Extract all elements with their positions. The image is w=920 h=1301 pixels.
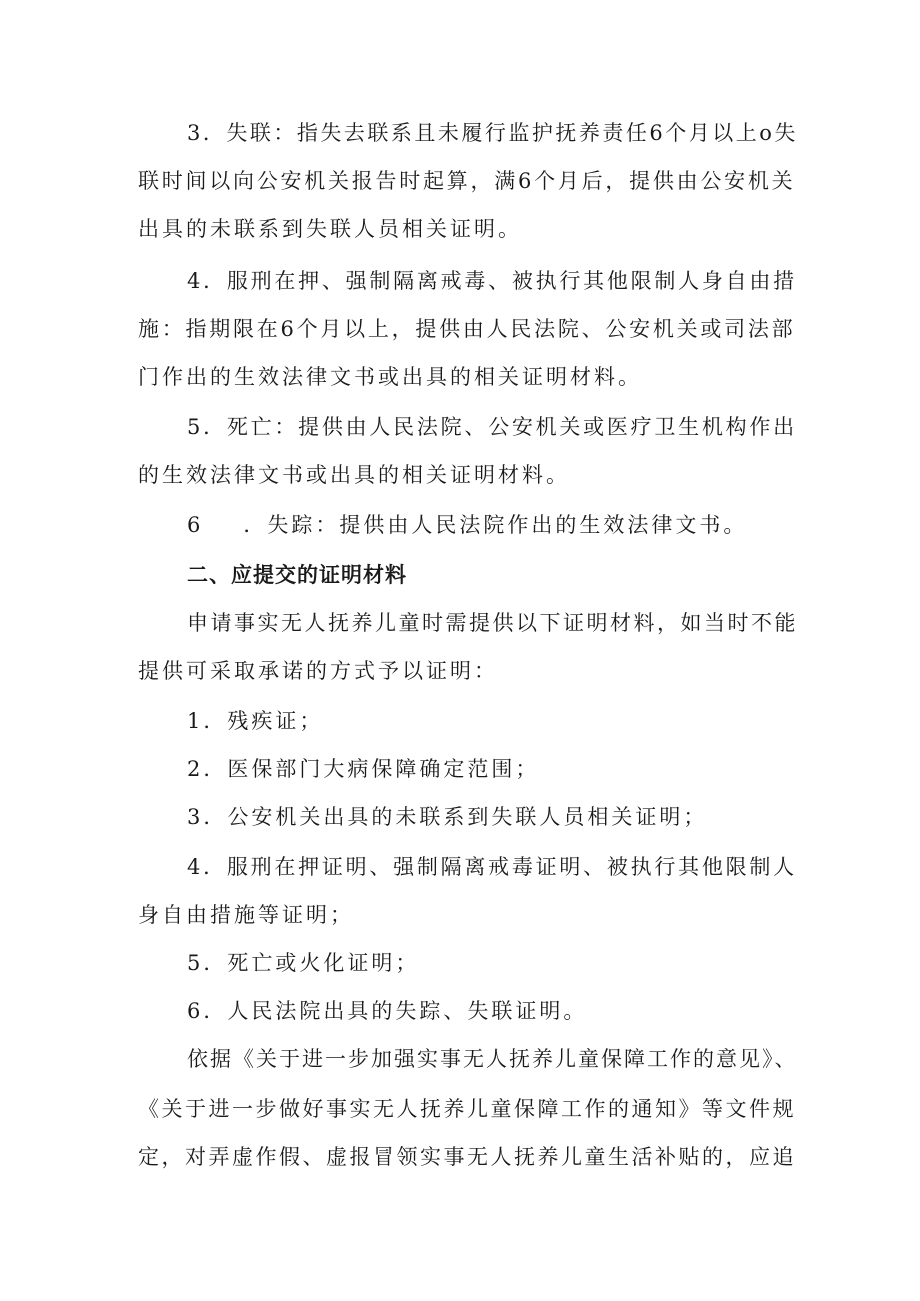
paragraph-3-line-3: 出具的未联系到失联人员相关证明。 [138, 217, 522, 241]
intro-line-2: 提供可采取承诺的方式予以证明： [138, 659, 498, 683]
list-item-1: 1．残疾证； [187, 709, 324, 733]
intro-line-1: 申请事实无人抚养儿童时需提供以下证明材料，如当时不能 [187, 611, 798, 635]
basis-line-1: 依据《关于进一步加强实事无人抚养儿童保障工作的意见》、 [187, 1047, 798, 1071]
paragraph-5-line-2: 的生效法律文书或出具的相关证明材料。 [138, 463, 570, 487]
paragraph-4-line-2: 施：指期限在6个月以上，提供由人民法院、公安机关或司法部 [138, 317, 796, 341]
list-item-3: 3．公安机关出具的未联系到失联人员相关证明； [187, 805, 708, 829]
section-heading: 二、应提交的证明材料 [187, 563, 407, 587]
paragraph-3-line-2: 联时间以向公安机关报告时起算，满6个月后，提供由公安机关 [138, 169, 796, 193]
paragraph-5-line-1: 5．死亡：提供由人民法院、公安机关或医疗卫生机构作出 [187, 415, 797, 439]
list-item-4-line-2: 身自由措施等证明； [138, 903, 354, 927]
paragraph-6-number: 6 [187, 513, 204, 537]
basis-line-2: 《关于进一步做好事实无人抚养儿童保障工作的通知》等文件规 [138, 1097, 796, 1121]
list-item-4-line-1: 4．服刑在押证明、强制隔离戒毒证明、被执行其他限制人 [187, 855, 797, 879]
paragraph-4-line-3: 门作出的生效法律文书或出具的相关证明材料。 [138, 365, 642, 389]
paragraph-6 [187, 510, 798, 540]
paragraph-3-line-1: 3．失联：指失去联系且未履行监护抚养责任6个月以上o失 [187, 121, 798, 145]
list-item-2: 2．医保部门大病保障确定范围； [187, 757, 540, 781]
basis-line-3: 定，对弄虚作假、虚报冒领实事无人抚养儿童生活补贴的，应追 [138, 1145, 796, 1169]
list-item-6: 6．人民法院出具的失踪、失联证明。 [187, 999, 588, 1023]
paragraph-6-text: ．失踪：提供由人民法院作出的生效法律文书。 [243, 513, 748, 537]
list-item-5: 5．死亡或火化证明； [187, 951, 420, 975]
paragraph-4-line-1: 4．服刑在押、强制隔离戒毒、被执行其他限制人身自由措 [187, 269, 797, 293]
